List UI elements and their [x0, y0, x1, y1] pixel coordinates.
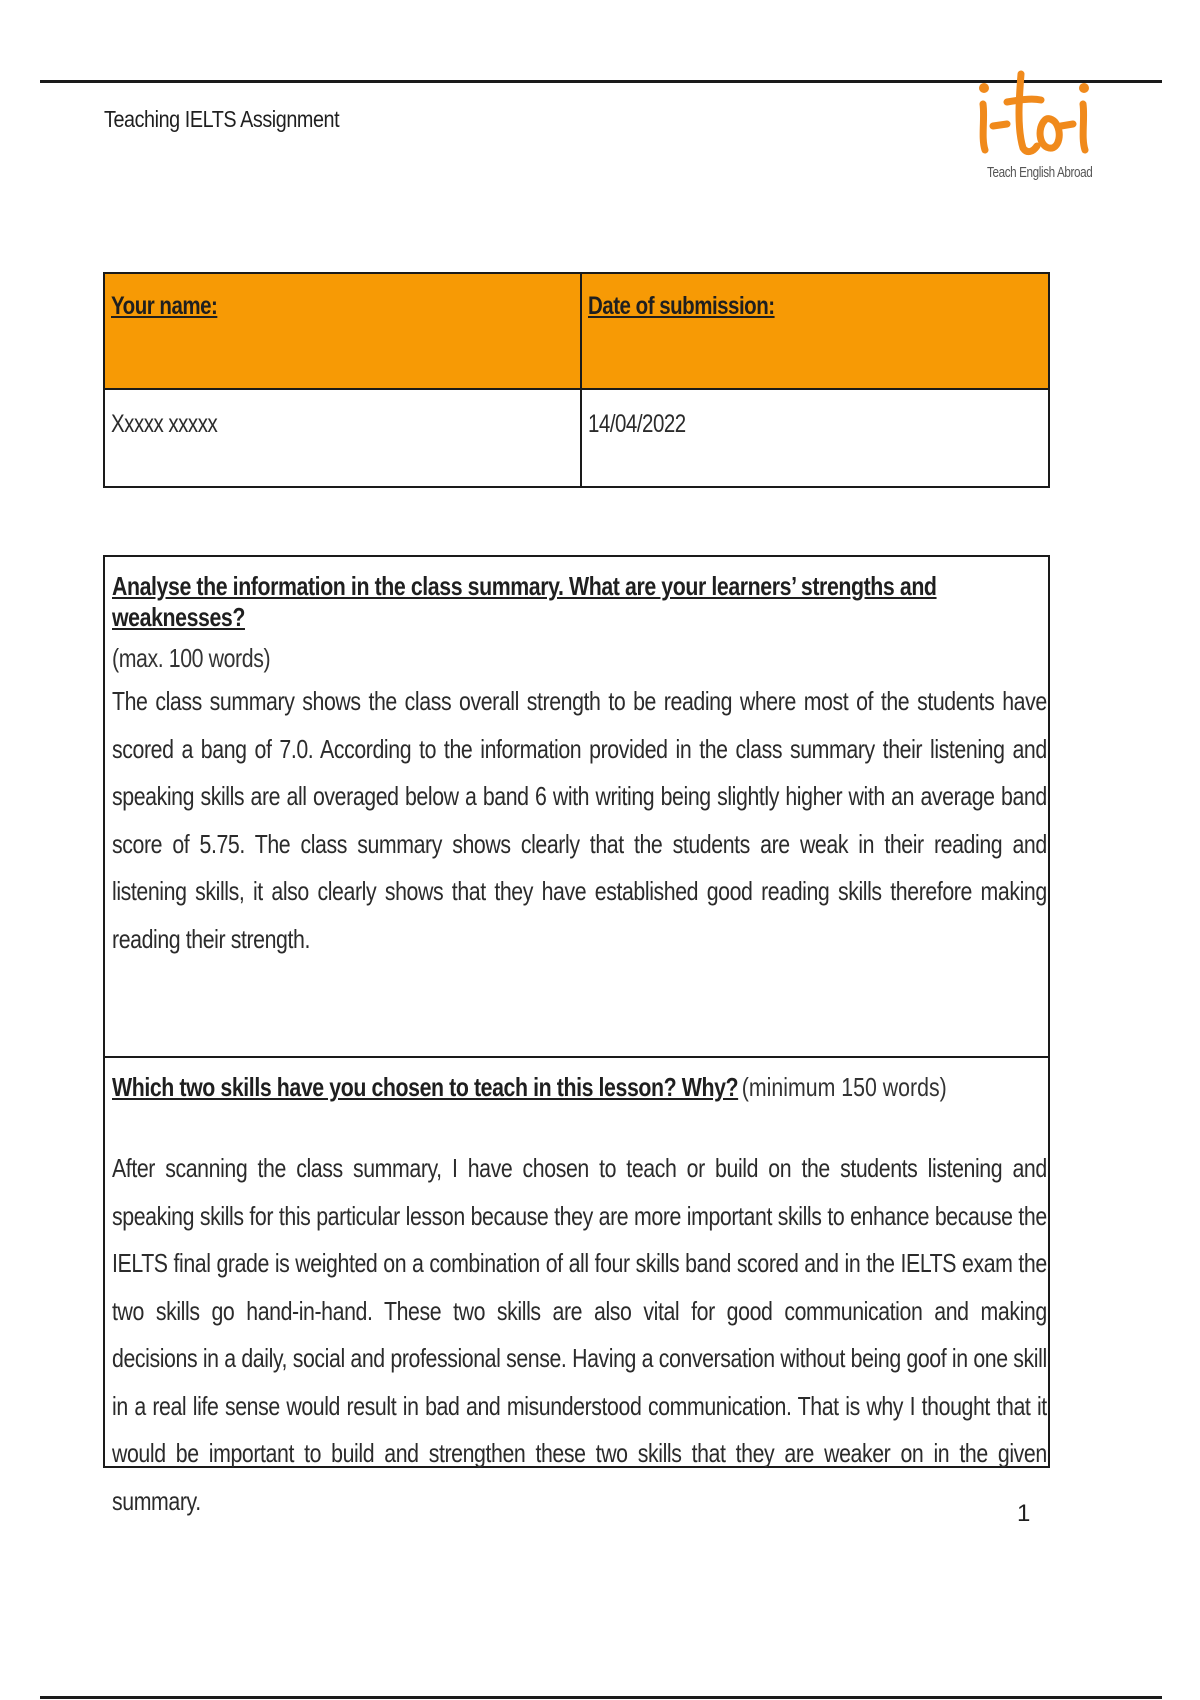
name-value: Xxxxx xxxxx — [111, 410, 218, 438]
question-1-heading: Analyse the information in the class summary. What are your learners’ strengths and weaknesses? — [112, 571, 937, 632]
footer-rule — [40, 1696, 1162, 1699]
info-value-row — [104, 389, 1049, 487]
question-2-word-limit: (minimum 150 words) — [741, 1072, 947, 1102]
date-header-cell — [581, 273, 1049, 389]
ito-i-logo — [975, 60, 1095, 190]
name-label: Your name: — [111, 292, 218, 320]
date-label: Date of submission: — [588, 292, 775, 320]
document-title: Teaching IELTS Assignment — [104, 106, 340, 132]
question-2-heading: Which two skills have you chosen to teach in this lesson? Why? — [112, 1072, 739, 1102]
name-header-cell — [104, 273, 581, 389]
question-2-answer: After scanning the class summary, I have chosen to teach or build on the students listening and speaking skills for this particular lesson because they are more important skills to enhance because the IELTS final grade is weighted on a combination of all four skills band scored and in the IELTS exam the two skills go hand-in-hand. These two skills are also vital for good communication and making decisions in a daily, social and professional sense. Having a conversation without being goof in one skill in a real life sense would result in bad and misunderstood communication. That is why I thought that it would be important to build and strengthen these two skills that they are weaker on in the given summary. — [112, 1153, 1047, 1516]
logo-tagline: Teach English Abroad — [987, 164, 1093, 181]
logo-wordmark-icon — [975, 60, 1095, 160]
page-number: 1 — [1017, 1500, 1031, 1527]
question-2-box — [103, 1056, 1050, 1516]
question-1-box — [103, 555, 1050, 1058]
question-2-heading-line — [112, 1072, 1047, 1103]
date-value: 14/04/2022 — [588, 410, 686, 438]
name-value-cell — [104, 389, 581, 487]
info-header-row — [104, 273, 1049, 389]
submission-info-table — [103, 272, 1050, 488]
date-value-cell — [581, 389, 1049, 487]
question-1-answer: The class summary shows the class overall strength to be reading where most of the students have scored a bang of 7.0. According to the information provided in the class summary their listening and speaking skills are all overaged below a band 6 with writing being slightly higher with an average band score of 5.75. The class summary shows clearly that the students are weak in their reading and listening skills, it also clearly shows that they have established good reading skills therefore making reading their strength. — [112, 686, 1047, 954]
question-1-word-limit: (max. 100 words) — [112, 643, 271, 673]
